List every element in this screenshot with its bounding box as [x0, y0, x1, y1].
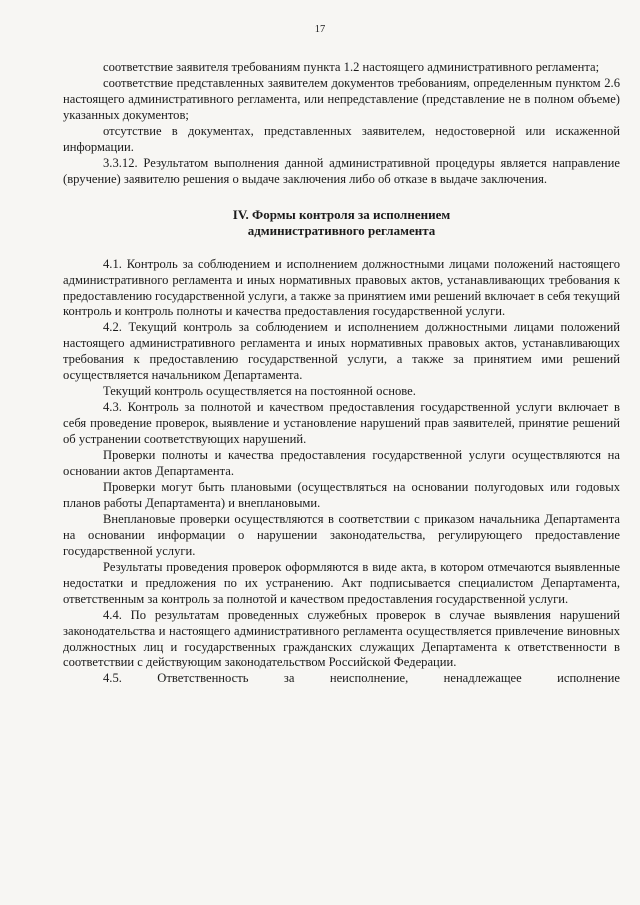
paragraph: Проверки могут быть плановыми (осуществляться на основании полугодовых или годовых планов работы Департамента) и внеплановыми.: [63, 479, 620, 510]
section-heading-line: административного регламента: [247, 222, 436, 238]
section-heading: [63, 207, 620, 239]
paragraph: 4.2. Текущий контроль за соблюдением и исполнением должностными лицами положений настоящего административного регламента и иных нормативных правовых актов, устанавливающих требования к предоставлению государственной услуги, а также за принятием ими решений осуществляется начальником Департамента.: [63, 320, 620, 383]
paragraph: соответствие представленных заявителем документов требованиям, определенным пунктом 2.6 настоящего административного регламента, или непредставление (представление не в полном объеме) указанных документов;: [63, 75, 620, 122]
section-heading-line: IV. Формы контроля за исполнением: [232, 206, 451, 222]
paragraph: 4.3. Контроль за полнотой и качеством предоставления государственной услуги включает в себя проведение проверок, выявление и установление нарушений прав заявителей, принятие решений об устранении соответствующих нарушений.: [63, 400, 620, 447]
paragraph: 4.5. Ответственность за неисполнение, ненадлежащее исполнение: [103, 671, 620, 686]
paragraph: Результаты проведения проверок оформляются в виде акта, в котором отмечаются выявленные недостатки и предложения по их устранению. Акт подписывается специалистом Департамента, ответственным за контроль за полнотой и качеством предоставления государственной услуги.: [63, 559, 620, 606]
paragraph: 3.3.12. Результатом выполнения данной административной процедуры является направление (вручение) заявителю решения о выдаче заключения либо об отказе в выдаче заключения.: [63, 155, 620, 186]
paragraph: 4.4. По результатам проведенных служебных проверок в случае выявления нарушений законодательства и настоящего административного регламента осуществляется привлечение виновных должностных лиц и государственных гражданских служащих Департамента к ответственности в соответствии с действующим законодательством Российской Федерации.: [63, 607, 620, 670]
paragraph: Внеплановые проверки осуществляются в соответствии с приказом начальника Департамента на основании информации о нарушении законодательства, регулирующего предоставление государственной услуги.: [63, 511, 620, 558]
paragraph: соответствие заявителя требованиям пункта 1.2 настоящего административного регламента;: [103, 60, 600, 74]
paragraph: 4.1. Контроль за соблюдением и исполнением должностными лицами положений настоящего административного регламента и иных нормативных правовых актов, устанавливающих требования к предоставлению государственной услуги, а также за принятием ими решений включает в себя текущий контроль и контроль полноты и качества предоставления государственной услуги.: [63, 256, 620, 319]
document-body: [63, 60, 620, 687]
paragraph: Проверки полноты и качества предоставления государственной услуги осуществляются на основании актов Департамента.: [63, 448, 620, 479]
paragraph: Текущий контроль осуществляется на постоянной основе.: [103, 384, 416, 399]
page-number: 17: [314, 24, 326, 35]
paragraph: отсутствие в документах, представленных заявителем, недостоверной или искаженной информации.: [63, 123, 620, 154]
